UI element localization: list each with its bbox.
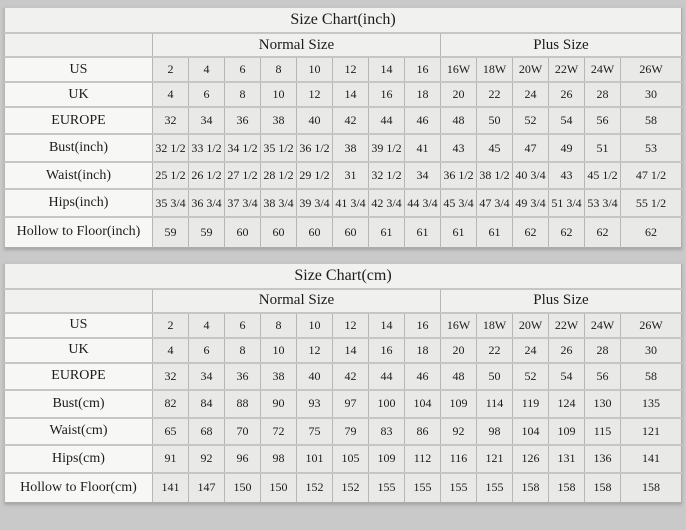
size-value-cell: 34 [405, 162, 441, 189]
size-value-cell: 8 [225, 82, 261, 107]
size-value-cell: 4 [189, 313, 225, 338]
size-value-cell: 10 [261, 82, 297, 107]
size-value-cell: 158 [585, 473, 621, 503]
size-value-cell: 32 [153, 107, 189, 134]
size-value-cell: 115 [585, 418, 621, 445]
size-chart-cm-table-container [4, 262, 682, 504]
table-title: Size Chart(cm) [5, 263, 682, 289]
size-value-cell: 53 3/4 [585, 189, 621, 217]
size-value-cell: 136 [585, 445, 621, 473]
size-value-cell: 119 [513, 390, 549, 418]
size-value-cell: 2 [153, 313, 189, 338]
size-value-cell: 92 [441, 418, 477, 445]
size-value-cell: 30 [621, 338, 682, 363]
size-value-cell: 72 [261, 418, 297, 445]
size-value-cell: 62 [513, 217, 549, 247]
table-row [5, 134, 682, 162]
size-value-cell: 18W [477, 313, 513, 338]
size-value-cell: 150 [225, 473, 261, 503]
size-value-cell: 61 [477, 217, 513, 247]
size-value-cell: 158 [621, 473, 682, 503]
size-value-cell: 48 [441, 363, 477, 390]
size-value-cell: 141 [153, 473, 189, 503]
size-value-cell: 4 [153, 82, 189, 107]
table-row [5, 363, 682, 390]
size-value-cell: 131 [549, 445, 585, 473]
size-value-cell: 141 [621, 445, 682, 473]
size-value-cell: 114 [477, 390, 513, 418]
size-value-cell: 30 [621, 82, 682, 107]
table-row [5, 57, 682, 82]
size-value-cell: 147 [189, 473, 225, 503]
table-row [5, 217, 682, 247]
size-value-cell: 44 3/4 [405, 189, 441, 217]
size-value-cell: 44 [369, 363, 405, 390]
size-value-cell: 35 1/2 [261, 134, 297, 162]
size-value-cell: 25 1/2 [153, 162, 189, 189]
table-row [5, 338, 682, 363]
size-value-cell: 158 [513, 473, 549, 503]
size-value-cell: 155 [405, 473, 441, 503]
size-value-cell: 4 [153, 338, 189, 363]
size-value-cell: 6 [225, 57, 261, 82]
size-value-cell: 10 [297, 57, 333, 82]
row-label: Hips(inch) [5, 189, 153, 217]
size-value-cell: 47 [513, 134, 549, 162]
size-value-cell: 6 [189, 338, 225, 363]
size-value-cell: 14 [333, 338, 369, 363]
row-label: Waist(cm) [5, 418, 153, 445]
size-value-cell: 38 1/2 [477, 162, 513, 189]
size-value-cell: 41 3/4 [333, 189, 369, 217]
group-header-normal-size: Normal Size [153, 33, 441, 57]
size-value-cell: 47 3/4 [477, 189, 513, 217]
size-value-cell: 40 3/4 [513, 162, 549, 189]
size-value-cell: 49 [549, 134, 585, 162]
size-value-cell: 12 [333, 57, 369, 82]
size-value-cell: 14 [333, 82, 369, 107]
size-value-cell: 45 [477, 134, 513, 162]
size-value-cell: 70 [225, 418, 261, 445]
group-header-normal-size: Normal Size [153, 289, 441, 313]
size-value-cell: 22W [549, 57, 585, 82]
size-value-cell: 100 [369, 390, 405, 418]
size-value-cell: 56 [585, 363, 621, 390]
size-value-cell: 58 [621, 363, 682, 390]
size-value-cell: 51 3/4 [549, 189, 585, 217]
size-value-cell: 26W [621, 57, 682, 82]
row-label: Hollow to Floor(inch) [5, 217, 153, 247]
size-value-cell: 155 [369, 473, 405, 503]
size-value-cell: 16W [441, 57, 477, 82]
size-value-cell: 50 [477, 107, 513, 134]
size-value-cell: 8 [261, 313, 297, 338]
size-value-cell: 152 [297, 473, 333, 503]
size-value-cell: 61 [405, 217, 441, 247]
size-value-cell: 88 [225, 390, 261, 418]
size-chart-cm-table [4, 262, 682, 504]
size-value-cell: 86 [405, 418, 441, 445]
size-value-cell: 47 1/2 [621, 162, 682, 189]
size-value-cell: 16 [405, 57, 441, 82]
row-label: UK [5, 338, 153, 363]
size-value-cell: 84 [189, 390, 225, 418]
size-value-cell: 12 [297, 82, 333, 107]
size-value-cell: 55 1/2 [621, 189, 682, 217]
size-value-cell: 45 3/4 [441, 189, 477, 217]
size-value-cell: 91 [153, 445, 189, 473]
size-value-cell: 34 [189, 107, 225, 134]
size-value-cell: 58 [621, 107, 682, 134]
size-value-cell: 10 [261, 338, 297, 363]
size-value-cell: 16 [369, 338, 405, 363]
size-value-cell: 33 1/2 [189, 134, 225, 162]
size-value-cell: 16 [405, 313, 441, 338]
row-label: US [5, 313, 153, 338]
row-label: Bust(cm) [5, 390, 153, 418]
size-value-cell: 152 [333, 473, 369, 503]
size-value-cell: 54 [549, 107, 585, 134]
size-value-cell: 20W [513, 313, 549, 338]
size-value-cell: 53 [621, 134, 682, 162]
size-value-cell: 62 [549, 217, 585, 247]
size-value-cell: 29 1/2 [297, 162, 333, 189]
size-value-cell: 39 3/4 [297, 189, 333, 217]
size-value-cell: 96 [225, 445, 261, 473]
table-row [5, 418, 682, 445]
size-value-cell: 28 [585, 338, 621, 363]
size-value-cell: 59 [153, 217, 189, 247]
size-value-cell: 8 [261, 57, 297, 82]
row-label: Hips(cm) [5, 445, 153, 473]
size-chart-inch-table-container [4, 6, 682, 248]
size-value-cell: 83 [369, 418, 405, 445]
size-value-cell: 6 [189, 82, 225, 107]
size-value-cell: 42 [333, 107, 369, 134]
size-value-cell: 12 [333, 313, 369, 338]
size-value-cell: 46 [405, 363, 441, 390]
size-value-cell: 32 [153, 363, 189, 390]
table-row [5, 473, 682, 503]
table-row [5, 82, 682, 107]
size-value-cell: 75 [297, 418, 333, 445]
size-value-cell: 18 [405, 338, 441, 363]
size-value-cell: 41 [405, 134, 441, 162]
size-value-cell: 121 [477, 445, 513, 473]
size-value-cell: 4 [189, 57, 225, 82]
size-value-cell: 105 [333, 445, 369, 473]
size-value-cell: 61 [369, 217, 405, 247]
size-value-cell: 101 [297, 445, 333, 473]
size-value-cell: 59 [189, 217, 225, 247]
size-value-cell: 22 [477, 338, 513, 363]
table-row [5, 189, 682, 217]
size-value-cell: 10 [297, 313, 333, 338]
size-value-cell: 61 [441, 217, 477, 247]
size-value-cell: 27 1/2 [225, 162, 261, 189]
size-value-cell: 116 [441, 445, 477, 473]
size-value-cell: 60 [225, 217, 261, 247]
corner-cell [5, 289, 153, 313]
row-label: Waist(inch) [5, 162, 153, 189]
size-value-cell: 43 [549, 162, 585, 189]
size-value-cell: 37 3/4 [225, 189, 261, 217]
size-value-cell: 20 [441, 82, 477, 107]
row-label: EUROPE [5, 363, 153, 390]
size-value-cell: 31 [333, 162, 369, 189]
table-row [5, 107, 682, 134]
size-value-cell: 32 1/2 [369, 162, 405, 189]
table-row [5, 313, 682, 338]
size-value-cell: 18 [405, 82, 441, 107]
row-label: Hollow to Floor(cm) [5, 473, 153, 503]
size-value-cell: 22W [549, 313, 585, 338]
size-value-cell: 62 [585, 217, 621, 247]
size-value-cell: 26 [549, 338, 585, 363]
group-header-plus-size: Plus Size [441, 289, 682, 313]
size-value-cell: 20 [441, 338, 477, 363]
size-value-cell: 49 3/4 [513, 189, 549, 217]
size-value-cell: 24 [513, 338, 549, 363]
size-value-cell: 130 [585, 390, 621, 418]
size-chart-inch-table [4, 6, 682, 248]
row-label: US [5, 57, 153, 82]
size-value-cell: 60 [297, 217, 333, 247]
size-value-cell: 40 [297, 363, 333, 390]
size-value-cell: 97 [333, 390, 369, 418]
size-value-cell: 43 [441, 134, 477, 162]
row-label: EUROPE [5, 107, 153, 134]
size-value-cell: 22 [477, 82, 513, 107]
size-value-cell: 28 [585, 82, 621, 107]
size-value-cell: 20W [513, 57, 549, 82]
size-value-cell: 155 [477, 473, 513, 503]
size-value-cell: 104 [405, 390, 441, 418]
size-value-cell: 48 [441, 107, 477, 134]
size-value-cell: 2 [153, 57, 189, 82]
size-value-cell: 62 [621, 217, 682, 247]
size-value-cell: 34 [189, 363, 225, 390]
size-value-cell: 124 [549, 390, 585, 418]
size-value-cell: 28 1/2 [261, 162, 297, 189]
size-value-cell: 68 [189, 418, 225, 445]
size-value-cell: 98 [477, 418, 513, 445]
size-value-cell: 82 [153, 390, 189, 418]
size-value-cell: 38 [261, 107, 297, 134]
size-value-cell: 26 [549, 82, 585, 107]
size-value-cell: 60 [333, 217, 369, 247]
size-value-cell: 109 [441, 390, 477, 418]
size-value-cell: 36 [225, 107, 261, 134]
size-value-cell: 35 3/4 [153, 189, 189, 217]
size-value-cell: 104 [513, 418, 549, 445]
size-value-cell: 36 3/4 [189, 189, 225, 217]
size-value-cell: 36 [225, 363, 261, 390]
size-value-cell: 46 [405, 107, 441, 134]
size-value-cell: 14 [369, 57, 405, 82]
size-value-cell: 90 [261, 390, 297, 418]
size-value-cell: 52 [513, 363, 549, 390]
size-value-cell: 150 [261, 473, 297, 503]
size-value-cell: 135 [621, 390, 682, 418]
size-value-cell: 18W [477, 57, 513, 82]
size-value-cell: 79 [333, 418, 369, 445]
size-value-cell: 155 [441, 473, 477, 503]
size-value-cell: 12 [297, 338, 333, 363]
size-value-cell: 121 [621, 418, 682, 445]
size-value-cell: 60 [261, 217, 297, 247]
size-value-cell: 40 [297, 107, 333, 134]
size-value-cell: 52 [513, 107, 549, 134]
size-value-cell: 93 [297, 390, 333, 418]
size-value-cell: 24W [585, 57, 621, 82]
size-value-cell: 36 1/2 [297, 134, 333, 162]
corner-cell [5, 33, 153, 57]
size-value-cell: 38 [261, 363, 297, 390]
size-value-cell: 8 [225, 338, 261, 363]
size-value-cell: 26 1/2 [189, 162, 225, 189]
table-title: Size Chart(inch) [5, 7, 682, 33]
size-value-cell: 26W [621, 313, 682, 338]
size-value-cell: 109 [549, 418, 585, 445]
size-value-cell: 24 [513, 82, 549, 107]
size-value-cell: 65 [153, 418, 189, 445]
size-value-cell: 92 [189, 445, 225, 473]
size-value-cell: 16 [369, 82, 405, 107]
group-header-plus-size: Plus Size [441, 33, 682, 57]
size-value-cell: 6 [225, 313, 261, 338]
size-value-cell: 14 [369, 313, 405, 338]
size-value-cell: 45 1/2 [585, 162, 621, 189]
size-value-cell: 51 [585, 134, 621, 162]
size-value-cell: 36 1/2 [441, 162, 477, 189]
row-label: UK [5, 82, 153, 107]
row-label: Bust(inch) [5, 134, 153, 162]
size-value-cell: 50 [477, 363, 513, 390]
size-value-cell: 126 [513, 445, 549, 473]
size-value-cell: 112 [405, 445, 441, 473]
size-value-cell: 32 1/2 [153, 134, 189, 162]
size-value-cell: 42 3/4 [369, 189, 405, 217]
size-value-cell: 158 [549, 473, 585, 503]
size-value-cell: 54 [549, 363, 585, 390]
size-value-cell: 98 [261, 445, 297, 473]
size-value-cell: 24W [585, 313, 621, 338]
size-value-cell: 38 3/4 [261, 189, 297, 217]
table-row [5, 390, 682, 418]
size-value-cell: 42 [333, 363, 369, 390]
size-value-cell: 109 [369, 445, 405, 473]
table-row [5, 445, 682, 473]
size-value-cell: 44 [369, 107, 405, 134]
size-value-cell: 39 1/2 [369, 134, 405, 162]
table-row [5, 162, 682, 189]
size-value-cell: 56 [585, 107, 621, 134]
size-value-cell: 16W [441, 313, 477, 338]
size-value-cell: 38 [333, 134, 369, 162]
size-value-cell: 34 1/2 [225, 134, 261, 162]
